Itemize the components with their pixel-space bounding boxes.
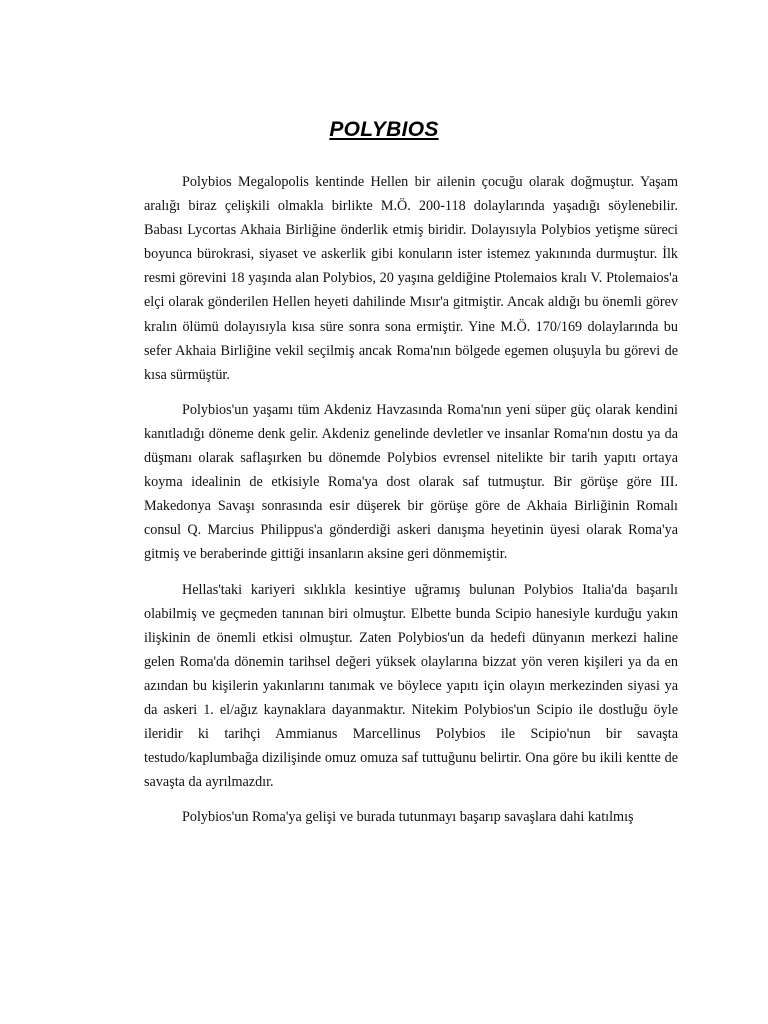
body-text [144,170,678,840]
paragraph-rome-arrival: Polybios'un Roma'ya gelişi ve burada tutunmayı başarıp savaşlara dahi katılmış [182,809,634,826]
page-title: POLYBIOS [329,118,439,141]
paragraph-italia-career: Hellas'taki kariyeri sıklıkla kesintiye uğramış bulunan Polybios Italia'da başarılı olabilmiş ve geçmeden tanınan biri olmuştur. Elbette bunda Scipio hanesiyle kurduğu yakın ilişkinin de önemli etkisi olmuştur. Zaten Polybios'un da hedefi dünyanın merkezi haline gelen Roma'da dönemin tarihsel değeri yüksek olaylarına bizzat yön veren kişileri ya da en azından bu kişilerin yakınlarını tanımak ve böylece yapıtı için olayın merkezinden siyasi ya da askeri 1. el/ağız kaynaklara dayanmaktır. Nitekim Polybios'un Scipio ile dostluğu öyle ileridir ki tarihçi Ammianus Marcellinus Polybios ile Scipio'nun bir savaşta testudo/kaplumbağa dizilişinde omuz omuza saf tuttuğunu belirtir. Ona göre bu ikili kentte de savaşta da ayrılmazdır. [144,581,678,791]
paragraph-rome-alliance: Polybios'un yaşamı tüm Akdeniz Havzasında Roma'nın yeni süper güç olarak kendini kanıtladığı döneme denk gelir. Akdeniz genelinde devletler ve insanlar Roma'nın dostu ya da düşmanı olarak saflaşırken bu dönemde Polybios evrensel nitelikte bir tarih yapıtı ortaya koyma idealinin de etkisiyle Roma'ya dost olarak saf tutmuştur. Bir görüşe göre III. Makedonya Savaşı sonrasında esir düşerek bir görüşe göre de Akhaia Birliğinin Romalı consul Q. Marcius Philippus'a gönderdiği askeri danışma heyetinin üyesi olarak Roma'ya gitmiş ve beraberinde gittiği insanların aksine geri dönmemiştir. [144,401,678,563]
paragraph-early-life: Polybios Megalopolis kentinde Hellen bir ailenin çocuğu olarak doğmuştur. Yaşam aralığı biraz çelişkili olmakla birlikte M.Ö. 200-118 dolaylarında yaşadığı söylenebilir. Babası Lycortas Akhaia Birliğine önderlik etmiş biridir. Dolayısıyla Polybios yetişme süreci boyunca bürokrasi, siyaset ve askerlik gibi konuların ister istemez yakınında durmuştur. İlk resmi görevini 18 yaşında alan Polybios, 20 yaşına geldiğine Ptolemaios kralı V. Ptolemaios'a elçi olarak gönderilen Hellen heyeti dahilinde Mısır'a gitmiştir. Ancak aldığı bu önemli görev kralın ölümü dolayısıyla kısa süre sonra sona ermiştir. Yine M.Ö. 170/169 dolaylarında bu sefer Akhaia Birliğine vekil seçilmiş ancak Roma'nın bölgede egemen oluşuyla bu görevi de kısa sürmüştür. [144,174,678,383]
